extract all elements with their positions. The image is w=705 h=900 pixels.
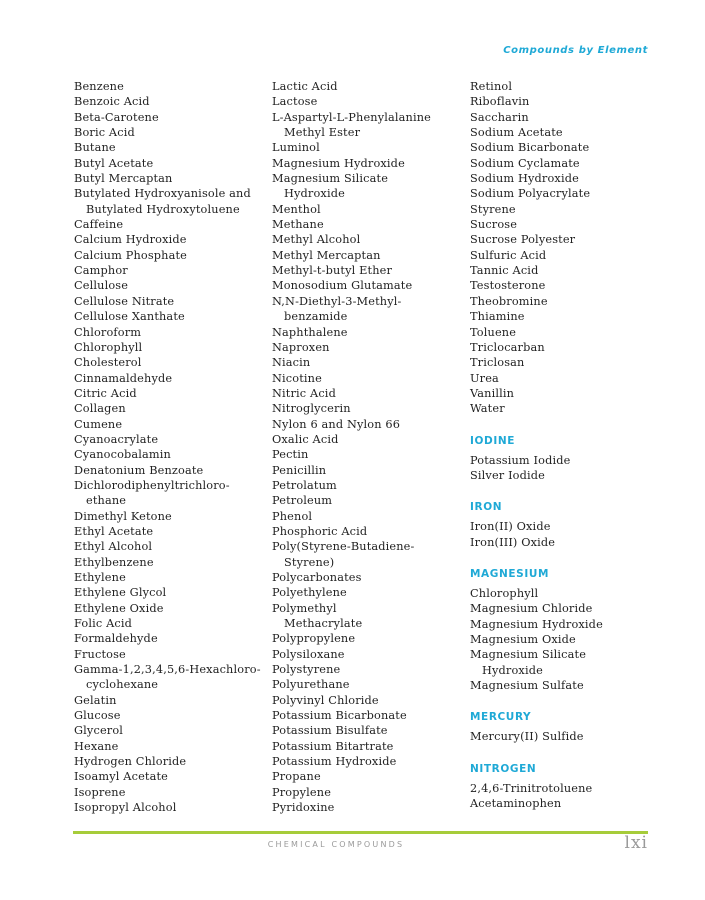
compound-item: Ethylbenzene xyxy=(74,555,154,569)
compound-column-2 xyxy=(272,79,467,816)
compound-item: Retinol xyxy=(470,80,513,93)
element-heading-magnesium: MAGNESIUM xyxy=(470,567,549,580)
compound-item: Polyurethane xyxy=(272,678,350,692)
compound-item: Magnesium Hydroxide xyxy=(470,617,603,631)
compound-column-3 xyxy=(470,79,665,811)
compound-item: Dimethyl Ketone xyxy=(74,509,172,523)
compound-item: Butylated Hydroxyanisole and Butylated Hydroxytoluene xyxy=(74,187,251,216)
compound-item: Penicillin xyxy=(272,463,327,477)
compound-item: Magnesium Oxide xyxy=(470,632,576,646)
compound-item: Calcium Phosphate xyxy=(74,248,188,262)
compound-item: Vanillin xyxy=(470,386,515,400)
compound-item: Sodium Bicarbonate xyxy=(470,141,590,155)
compound-item: Methyl Mercaptan xyxy=(272,248,381,262)
compound-item: Potassium Bisulfate xyxy=(272,724,388,738)
compound-item: Acetaminophen xyxy=(470,797,562,811)
compound-item: Sodium Acetate xyxy=(470,126,563,140)
compound-item: Magnesium Chloride xyxy=(470,602,593,616)
compound-item: Potassium Bitartrate xyxy=(272,739,394,753)
compound-item: Lactose xyxy=(272,95,318,109)
compound-item: Mercury(II) Sulfide xyxy=(470,730,584,744)
footer-rule xyxy=(73,831,648,834)
compound-item: Cinnamaldehyde xyxy=(74,371,173,385)
compound-item: Hexane xyxy=(74,739,119,753)
compound-item: Butane xyxy=(74,141,116,155)
compound-item: Chloroform xyxy=(74,325,142,339)
compound-item: Denatonium Benzoate xyxy=(74,463,204,477)
element-heading-nitrogen: NITROGEN xyxy=(470,762,537,775)
compound-item: Benzoic Acid xyxy=(74,95,150,109)
compound-item: Sodium Hydroxide xyxy=(470,172,579,186)
compound-item: Magnesium Silicate Hydroxide xyxy=(470,648,587,677)
compound-column-1 xyxy=(74,79,269,816)
compound-item: Water xyxy=(470,402,505,416)
compound-item: Potassium Hydroxide xyxy=(272,755,397,769)
compound-item: Ethyl Acetate xyxy=(74,524,154,538)
compound-item: Sulfuric Acid xyxy=(470,248,547,262)
footer-title: CHEMICAL COMPOUNDS xyxy=(267,840,405,849)
compound-item: Nylon 6 and Nylon 66 xyxy=(272,417,401,431)
compound-item: Propane xyxy=(272,770,321,784)
compound-item: Camphor xyxy=(74,264,128,278)
compound-item: Caffeine xyxy=(74,218,124,232)
compound-item: Lactic Acid xyxy=(272,80,338,93)
compound-item: Formaldehyde xyxy=(74,632,158,646)
compound-item: Naproxen xyxy=(272,340,330,354)
compound-item: Tannic Acid xyxy=(470,264,539,278)
compound-item: Chlorophyll xyxy=(470,586,539,600)
page-number: lxi xyxy=(624,833,648,853)
compound-item: Magnesium Sulfate xyxy=(470,679,584,692)
compound-item: Gamma-1,2,3,4,5,6-Hexachloro- cyclohexane xyxy=(74,663,261,692)
compound-item: Methyl-t-butyl Ether xyxy=(272,264,393,278)
compound-item: Fructose xyxy=(74,647,126,661)
compound-item: Riboflavin xyxy=(470,95,530,109)
compound-item: Folic Acid xyxy=(74,617,132,631)
compound-item: Magnesium Silicate Hydroxide xyxy=(272,172,389,201)
compound-item: Sodium Polyacrylate xyxy=(470,187,591,201)
compound-item: Glucose xyxy=(74,709,121,723)
compound-item: Isoamyl Acetate xyxy=(74,770,169,784)
compound-item: Cholesterol xyxy=(74,356,142,370)
compound-item: Cyanocobalamin xyxy=(74,448,171,462)
compound-item: Ethylene xyxy=(74,571,126,584)
compound-item: Nicotine xyxy=(272,371,322,385)
compound-item: Nitroglycerin xyxy=(272,402,351,416)
compound-item: Isoprene xyxy=(74,785,126,799)
compound-item: Chlorophyll xyxy=(74,340,143,354)
compound-item: L-Aspartyl-L-Phenylalanine Methyl Ester xyxy=(272,110,431,140)
compound-item: Testosterone xyxy=(470,279,546,293)
compound-item: Styrene xyxy=(470,202,516,216)
compound-item: Polypropylene xyxy=(272,632,356,646)
compound-item: Triclosan xyxy=(470,356,525,370)
compound-item: Niacin xyxy=(272,356,311,370)
element-heading-mercury: MERCURY xyxy=(470,711,532,724)
compound-item: Toluene xyxy=(470,325,517,339)
compound-item: Oxalic Acid xyxy=(272,432,339,446)
compound-item: Phenol xyxy=(272,509,313,523)
compound-item: Polyethylene xyxy=(272,586,347,600)
compound-item: Beta-Carotene xyxy=(74,110,159,124)
compound-item: Benzene xyxy=(74,80,124,93)
compound-item: Poly(Styrene-Butadiene- Styrene) xyxy=(272,540,415,569)
compound-item: Cyanoacrylate xyxy=(74,432,159,446)
element-heading-iodine: IODINE xyxy=(470,434,516,447)
compound-item: Petroleum xyxy=(272,494,333,508)
element-heading-iron: IRON xyxy=(470,501,503,514)
compound-item: Iron(III) Oxide xyxy=(470,535,556,549)
compound-item: Isopropyl Alcohol xyxy=(74,801,177,815)
compound-item: Propylene xyxy=(272,785,332,799)
compound-item: Theobromine xyxy=(470,294,548,308)
compound-item: Glycerol xyxy=(74,724,124,738)
compound-item: Butyl Acetate xyxy=(74,156,154,170)
compound-item: Thiamine xyxy=(470,310,525,324)
compound-item: Pectin xyxy=(272,448,309,462)
compound-item: Sucrose Polyester xyxy=(470,233,576,247)
compound-item: Monosodium Glutamate xyxy=(272,279,413,293)
compound-item: Petrolatum xyxy=(272,478,337,492)
compound-item: Cumene xyxy=(74,417,123,431)
compound-item: Triclocarban xyxy=(470,340,545,354)
compound-item: Ethyl Alcohol xyxy=(74,540,153,554)
compound-item: Iron(II) Oxide xyxy=(470,520,551,534)
compound-item: Pyridoxine xyxy=(272,801,335,815)
compound-item: Cellulose Xanthate xyxy=(74,310,185,324)
running-head: Compounds by Element xyxy=(503,45,648,56)
compound-item: Urea xyxy=(470,371,499,385)
compound-item: Phosphoric Acid xyxy=(272,524,368,538)
compound-item: Luminol xyxy=(272,141,320,155)
compound-item: Butyl Mercaptan xyxy=(74,172,173,186)
compound-item: Magnesium Hydroxide xyxy=(272,156,405,170)
compound-item: Nitric Acid xyxy=(272,386,336,400)
compound-item: Ethylene Glycol xyxy=(74,586,167,600)
compound-item: Gelatin xyxy=(74,693,117,707)
compound-item: Polycarbonates xyxy=(272,571,362,584)
compound-item: Methane xyxy=(272,218,324,232)
compound-item: Citric Acid xyxy=(74,386,137,400)
compound-item: Boric Acid xyxy=(74,126,135,140)
compound-item: Cellulose xyxy=(74,279,129,293)
compound-item: 2,4,6-Trinitrotoluene xyxy=(470,781,593,795)
compound-item: Polysiloxane xyxy=(272,647,345,661)
compound-item: Collagen xyxy=(74,402,126,416)
compound-item: Ethylene Oxide xyxy=(74,601,164,615)
compound-item: Potassium Bicarbonate xyxy=(272,709,407,723)
compound-item: N,N-Diethyl-3-Methyl- benzamide xyxy=(272,294,402,324)
compound-item: Polymethyl Methacrylate xyxy=(272,601,363,631)
compound-item: Saccharin xyxy=(470,110,529,124)
compound-item: Menthol xyxy=(272,202,321,216)
compound-item: Dichlorodiphenyltrichloro- ethane xyxy=(74,478,230,508)
compound-item: Methyl Alcohol xyxy=(272,233,361,247)
compound-item: Calcium Hydroxide xyxy=(74,233,187,247)
compound-item: Polystyrene xyxy=(272,663,341,677)
compound-item: Hydrogen Chloride xyxy=(74,755,187,769)
compound-item: Polyvinyl Chloride xyxy=(272,693,379,707)
compound-item: Silver Iodide xyxy=(470,468,545,482)
compound-item: Sucrose xyxy=(470,218,518,232)
compound-item: Potassium Iodide xyxy=(470,453,571,467)
compound-item: Sodium Cyclamate xyxy=(470,156,580,170)
compound-item: Cellulose Nitrate xyxy=(74,294,175,308)
compound-item: Naphthalene xyxy=(272,325,348,339)
